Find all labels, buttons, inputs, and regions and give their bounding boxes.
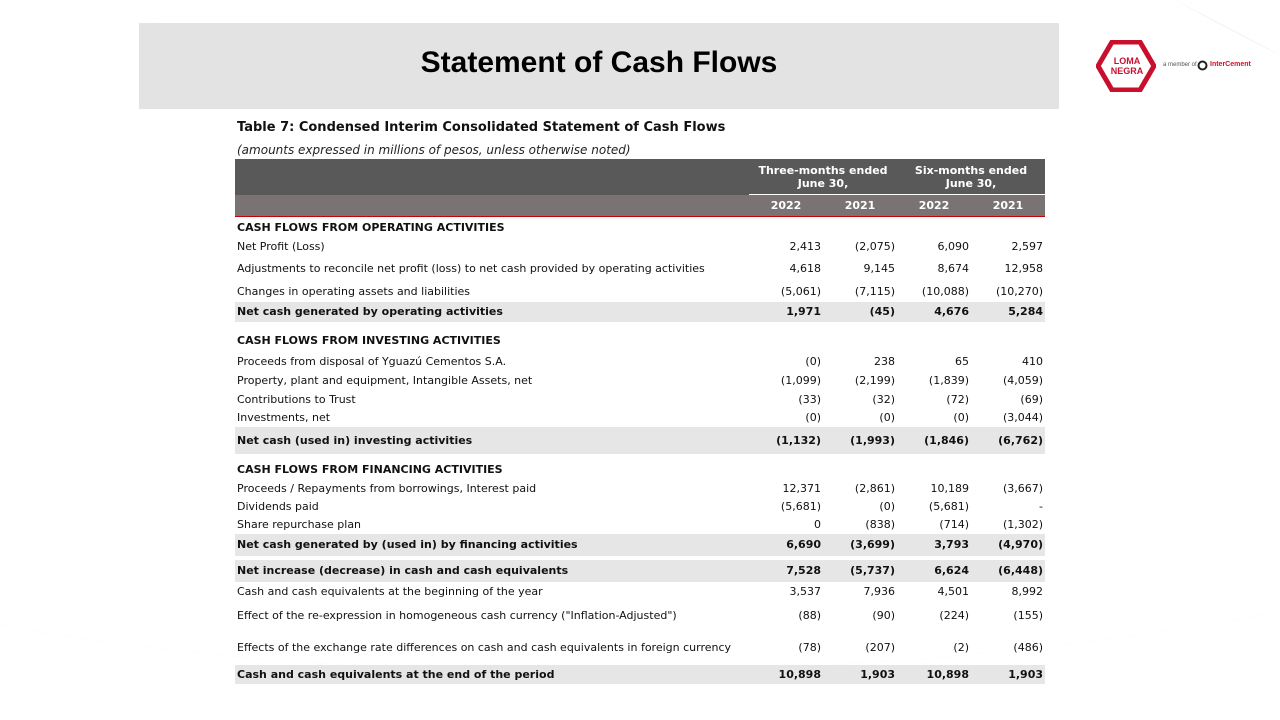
- row-label: CASH FLOWS FROM INVESTING ACTIVITIES: [237, 334, 501, 347]
- cell-value: (0): [879, 500, 895, 513]
- cell-value: 7,936: [863, 584, 895, 598]
- total-row: [235, 302, 1045, 322]
- cell-value: (224): [939, 609, 969, 622]
- row-label: Net cash generated by operating activities: [235, 302, 749, 322]
- cell-value: (10,088): [921, 285, 969, 298]
- cell-value: 8,674: [937, 261, 969, 275]
- cell-value: (33): [798, 392, 821, 406]
- total-row: [235, 427, 1045, 454]
- cell-value: (78): [798, 641, 821, 654]
- logo-line-2: NEGRA: [1110, 66, 1144, 76]
- cell-value: (5,681): [780, 500, 821, 513]
- table-row: [235, 631, 1045, 665]
- cell-value: (6,448): [971, 560, 1045, 582]
- section-header-row: [235, 460, 1045, 479]
- table-row: [235, 255, 1045, 282]
- cell-value: (1,839): [928, 373, 969, 387]
- row-label: Proceeds / Repayments from borrowings, Interest paid: [237, 481, 537, 495]
- cell-value: (4,059): [1002, 373, 1044, 387]
- row-label: Cash and cash equivalents at the beginning of the year: [237, 584, 543, 598]
- cell-value: (207): [865, 641, 895, 654]
- cell-value: 0: [814, 518, 821, 531]
- intercement-ring-icon: [1197, 60, 1208, 71]
- table-row: [235, 371, 1045, 390]
- table-row: [235, 390, 1045, 409]
- row-label: Effect of the re-expression in homogeneous cash currency ("Inflation-Adjusted"): [237, 609, 677, 622]
- cell-value: (7,115): [854, 285, 895, 298]
- section-header-row: [235, 330, 1045, 352]
- row-label: Contributions to Trust: [237, 392, 356, 406]
- cell-value: (838): [865, 518, 895, 531]
- period-header-6m: Six-months ended June 30,: [897, 159, 1045, 195]
- cell-value: (5,681): [928, 500, 969, 513]
- cell-value: (2): [953, 641, 969, 654]
- table-row: [235, 601, 1045, 631]
- cell-value: (3,699): [823, 534, 897, 556]
- period-header-3m: Three-months ended June 30,: [749, 159, 897, 195]
- period-header-row: [235, 159, 1045, 195]
- cell-value: 6,090: [937, 239, 969, 253]
- cash-flow-table: [235, 159, 1045, 684]
- year-header: 2021: [823, 195, 897, 217]
- cell-value: (1,132): [749, 427, 823, 454]
- cell-value: (0): [879, 411, 895, 424]
- cell-value: (0): [953, 411, 969, 424]
- cell-value: (1,846): [897, 427, 971, 454]
- year-header: 2022: [897, 195, 971, 217]
- spacer-row: [235, 322, 1045, 330]
- row-label: Property, plant and equipment, Intangible Assets, net: [237, 373, 533, 387]
- cell-value: 6,624: [897, 560, 971, 582]
- cell-value: 65: [955, 354, 969, 368]
- row-label: Share repurchase plan: [237, 518, 362, 531]
- page-title: Statement of Cash Flows: [420, 46, 778, 79]
- cell-value: 1,903: [823, 665, 897, 684]
- table-row: [235, 238, 1045, 255]
- cell-value: -: [1039, 500, 1044, 513]
- total-row: [235, 534, 1045, 556]
- cell-value: 12,371: [782, 481, 821, 495]
- cell-value: 10,189: [930, 481, 969, 495]
- cell-value: (88): [798, 609, 821, 622]
- header-blank: [235, 159, 749, 195]
- cell-value: 4,676: [897, 302, 971, 322]
- cell-value: 6,690: [749, 534, 823, 556]
- cell-value: (4,970): [971, 534, 1045, 556]
- cell-value: (72): [946, 392, 969, 406]
- row-label: Dividends paid: [237, 500, 319, 513]
- row-label: CASH FLOWS FROM OPERATING ACTIVITIES: [237, 220, 505, 234]
- cell-value: (0): [805, 411, 821, 424]
- cell-value: (10,270): [995, 285, 1044, 298]
- row-label: Net cash (used in) investing activities: [235, 427, 749, 454]
- cell-value: 10,898: [897, 665, 971, 684]
- member-of-text: a member of: [1163, 62, 1197, 68]
- cell-value: 410: [1022, 354, 1044, 368]
- cell-value: (45): [823, 302, 897, 322]
- table-row: [235, 282, 1045, 302]
- cell-value: (3,667): [1002, 481, 1044, 495]
- cell-value: (5,737): [823, 560, 897, 582]
- cell-value: 8,992: [1011, 584, 1044, 598]
- cell-value: (155): [1013, 609, 1044, 622]
- logo-line-1: LOMA: [1113, 56, 1141, 66]
- cell-value: 2,597: [1011, 239, 1044, 253]
- row-label: Changes in operating assets and liabilities: [237, 285, 471, 298]
- row-label: Net Profit (Loss): [237, 239, 325, 253]
- table-row: [235, 409, 1045, 427]
- cell-value: (1,993): [823, 427, 897, 454]
- year-header-row: [235, 195, 1045, 217]
- cell-value: (6,762): [971, 427, 1045, 454]
- table-row: [235, 582, 1045, 601]
- table-row: [235, 479, 1045, 498]
- cell-value: (1,302): [1002, 518, 1044, 531]
- cell-value: 2,413: [789, 239, 821, 253]
- table-row: [235, 516, 1045, 534]
- cell-value: (1,099): [780, 373, 821, 387]
- row-label: Cash and cash equivalents at the end of the period: [235, 665, 749, 684]
- table-row: [235, 498, 1045, 516]
- intercement-name: InterCement: [1210, 61, 1251, 68]
- cell-value: (2,199): [854, 373, 895, 387]
- cell-value: (32): [872, 392, 895, 406]
- cell-value: (90): [872, 609, 895, 622]
- header-blank: [235, 195, 749, 217]
- cell-value: (3,044): [1002, 411, 1044, 424]
- cell-value: 4,501: [937, 584, 969, 598]
- table-row: [235, 352, 1045, 371]
- row-label: Net cash generated by (used in) by financing activities: [235, 534, 749, 556]
- cell-value: 10,898: [749, 665, 823, 684]
- row-label: Net increase (decrease) in cash and cash equivalents: [235, 560, 749, 582]
- cell-value: (714): [939, 518, 969, 531]
- cell-value: 3,537: [789, 584, 821, 598]
- cell-value: (2,075): [854, 239, 895, 253]
- total-row: [235, 560, 1045, 582]
- row-label: Effects of the exchange rate differences on cash and cash equivalents in foreign currency: [237, 640, 732, 654]
- row-label: Proceeds from disposal of Yguazú Cementos S.A.: [237, 354, 507, 368]
- cell-value: 12,958: [1004, 261, 1044, 275]
- cell-value: (2,861): [854, 481, 895, 495]
- logo-text: [1107, 56, 1147, 76]
- cell-value: 9,145: [863, 261, 895, 275]
- cell-value: 238: [874, 354, 895, 368]
- cell-value: 1,903: [971, 665, 1045, 684]
- year-header: 2022: [749, 195, 823, 217]
- cell-value: (486): [1013, 641, 1044, 654]
- cell-value: (69): [1020, 392, 1044, 406]
- table-subtitle: (amounts expressed in millions of pesos, unless otherwise noted): [237, 143, 631, 157]
- cell-value: 5,284: [971, 302, 1045, 322]
- row-label: CASH FLOWS FROM FINANCING ACTIVITIES: [237, 462, 503, 476]
- cell-value: (0): [805, 354, 821, 368]
- cell-value: 3,793: [897, 534, 971, 556]
- year-header: 2021: [971, 195, 1045, 217]
- cell-value: 7,528: [749, 560, 823, 582]
- row-label: Investments, net: [237, 411, 331, 424]
- cell-value: (5,061): [780, 285, 821, 298]
- row-label: Adjustments to reconcile net profit (loss) to net cash provided by operating activities: [237, 261, 705, 275]
- table-title: Table 7: Condensed Interim Consolidated Statement of Cash Flows: [237, 120, 726, 135]
- cell-value: 4,618: [789, 261, 821, 275]
- cell-value: 1,971: [749, 302, 823, 322]
- total-row: [235, 665, 1045, 684]
- section-header-row: [235, 217, 1045, 238]
